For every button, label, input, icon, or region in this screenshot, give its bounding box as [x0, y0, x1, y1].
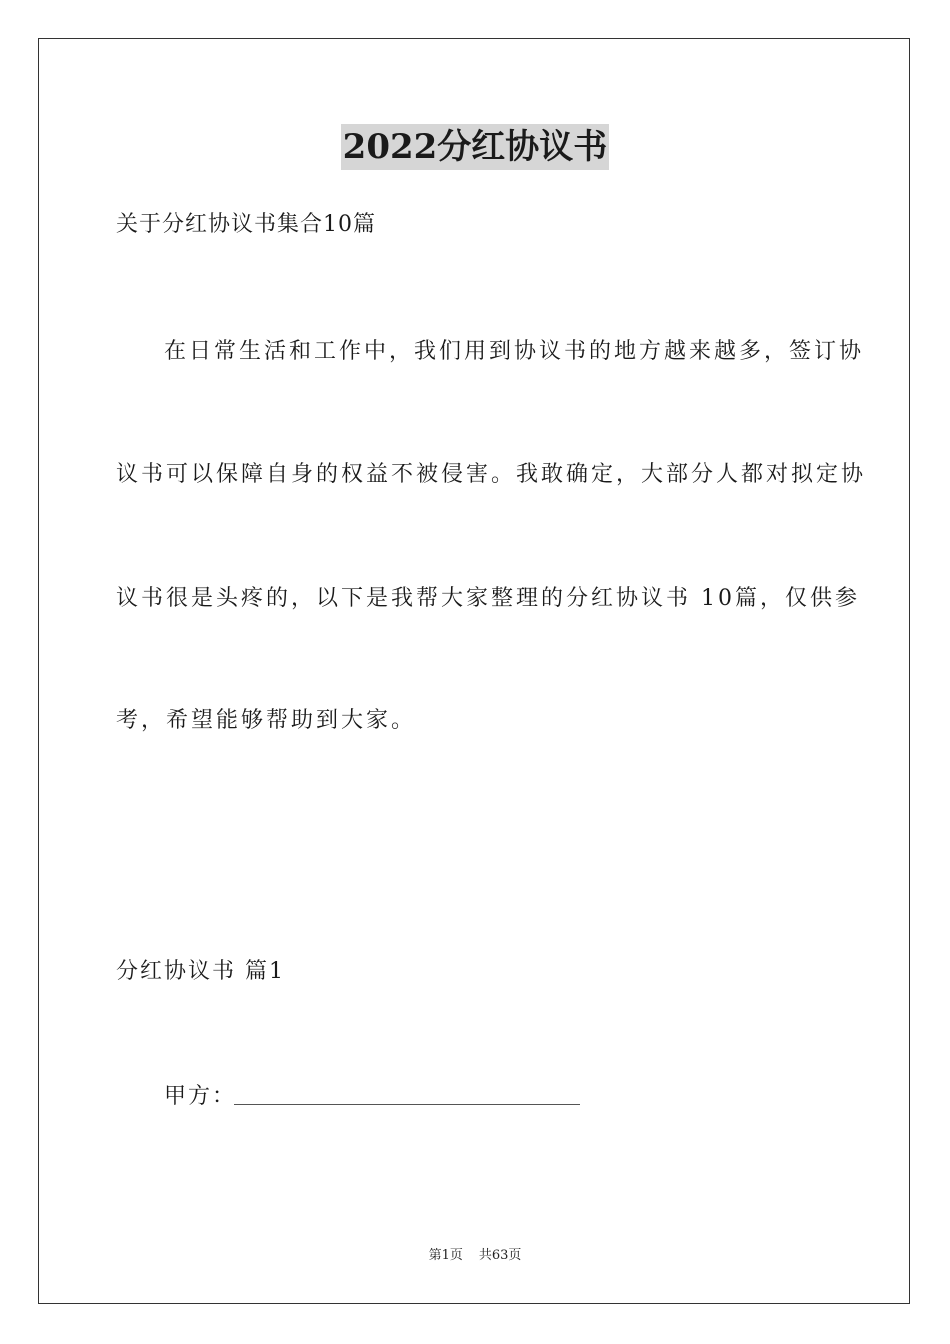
intro-paragraph-line-1: 在日常生活和工作中，我们用到协议书的地方越来越多，签订协 [164, 339, 865, 364]
document-title [0, 124, 950, 170]
intro-paragraph-line-3: 议书很是头疼的，以下是我帮大家整理的分红协议书 10篇，仅供参 [116, 586, 860, 611]
page-footer [0, 1247, 950, 1265]
section-heading: 分红协议书 篇1 [116, 959, 285, 984]
party-a-blank-line [234, 1104, 580, 1105]
document-title-text: 2022分红协议书 [341, 124, 610, 170]
party-a-label: 甲方： [164, 1084, 237, 1109]
page-number-current: 第1页 [428, 1248, 463, 1263]
intro-paragraph-line-4: 考，希望能够帮助到大家。 [116, 708, 417, 733]
intro-paragraph-line-2: 议书可以保障自身的权益不被侵害。我敢确定，大部分人都对拟定协 [116, 462, 867, 487]
document-subtitle: 关于分红协议书集合10篇 [116, 212, 376, 237]
page-number-total: 共63页 [478, 1248, 522, 1263]
